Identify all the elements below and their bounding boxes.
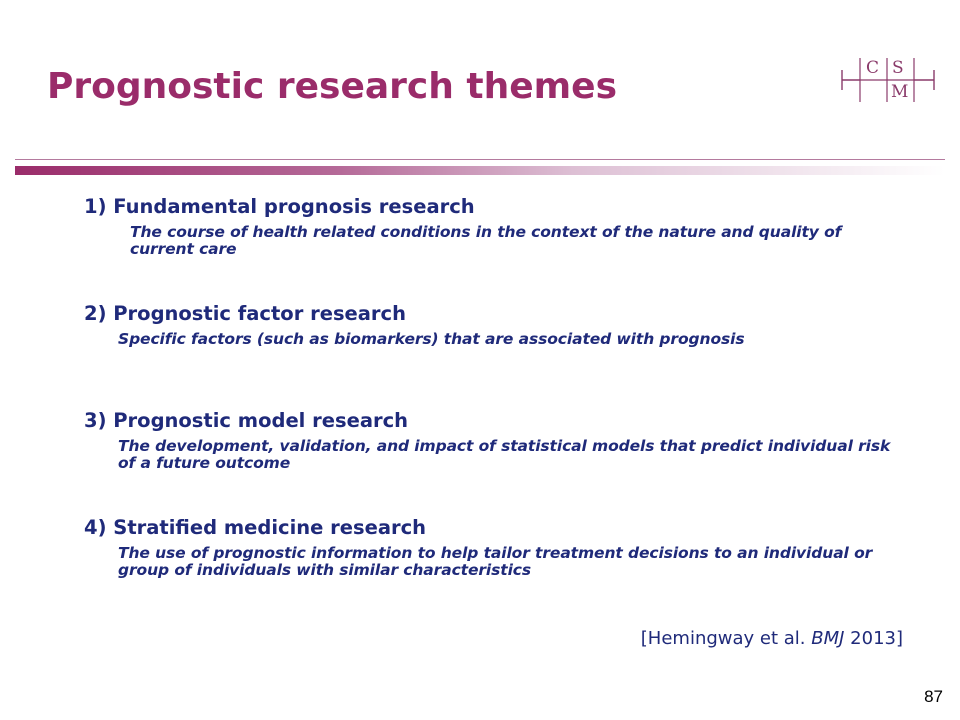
logo-letter-c: C — [866, 58, 880, 78]
title-divider-thin — [15, 159, 945, 160]
title-divider-gradient — [15, 166, 945, 175]
theme-description: The development, validation, and impact of statistical models that predict individual risk of a future outcome — [118, 437, 891, 472]
csm-logo — [838, 55, 938, 105]
citation-close: 2013] — [844, 628, 903, 649]
theme-heading: 3) Prognostic model research — [84, 409, 409, 432]
theme-heading: 2) Prognostic factor research — [84, 302, 406, 325]
theme-heading: 1) Fundamental prognosis research — [84, 195, 475, 218]
theme-description: Specific factors (such as biomarkers) that are associated with prognosis — [118, 330, 745, 349]
page-number: 87 — [924, 687, 943, 706]
slide-title: Prognostic research themes — [47, 66, 618, 107]
theme-description: The course of health related conditions in the context of the nature and quality of current care — [130, 223, 842, 258]
theme-item-stratified — [84, 516, 914, 578]
citation-open: [Hemingway et al. — [640, 628, 812, 649]
theme-item-factor — [84, 302, 914, 348]
theme-item-fundamental — [84, 195, 914, 257]
csm-logo-graphic — [838, 55, 938, 105]
logo-letter-m: M — [891, 82, 909, 102]
theme-item-model — [84, 409, 914, 471]
theme-description: The use of prognostic information to help tailor treatment decisions to an individual or group of individuals with similar characteristics — [118, 544, 873, 579]
citation — [641, 628, 903, 649]
theme-heading: 4) Stratified medicine research — [84, 516, 427, 539]
citation-journal: BMJ — [811, 628, 845, 649]
logo-letter-s: S — [892, 58, 904, 78]
